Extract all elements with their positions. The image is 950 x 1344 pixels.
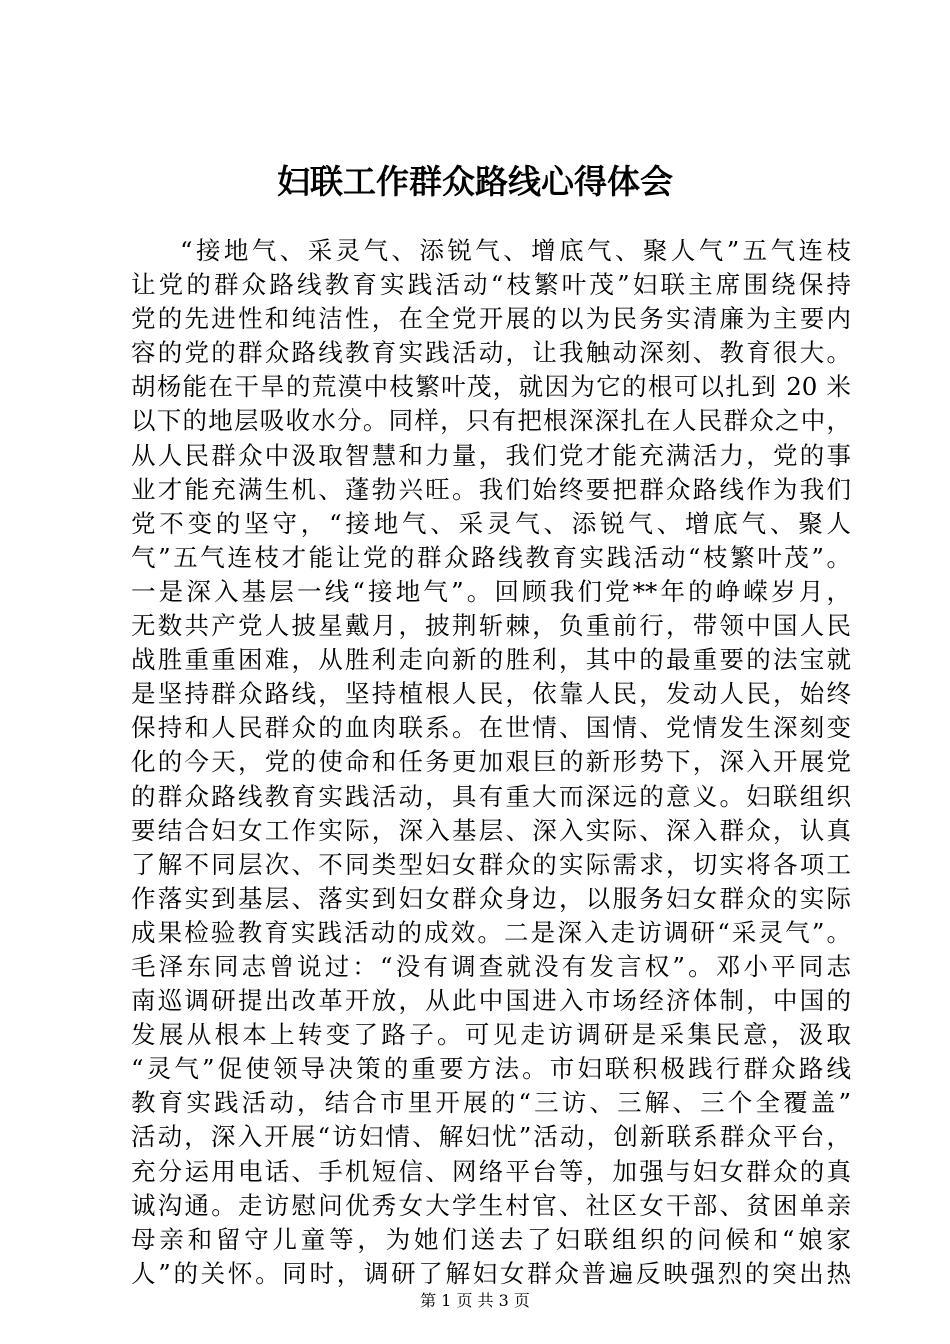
- body-line: 气”五气连枝才能让党的群众路线教育实践活动“枝繁叶茂”。: [131, 542, 851, 572]
- body-line: 业才能充满生机、蓬勃兴旺。我们始终要把群众路线作为我们: [131, 474, 851, 504]
- body-line: 充分运用电话、手机短信、网络平台等，加强与妇女群众的真: [131, 1156, 851, 1186]
- body-line: 了解不同层次、不同类型妇女群众的实际需求，切实将各项工: [131, 849, 851, 879]
- body-line: 发展从根本上转变了路子。可见走访调研是采集民意，汲取: [131, 1020, 851, 1050]
- body-line: 南巡调研提出改革开放，从此中国进入市场经济体制，中国的: [131, 986, 851, 1016]
- body-line: 党的先进性和纯洁性，在全党开展的以为民务实清廉为主要内: [131, 304, 851, 334]
- body-line: 让党的群众路线教育实践活动“枝繁叶茂”妇联主席围绕保持: [131, 270, 851, 300]
- body-line: 化的今天，党的使命和任务更加艰巨的新形势下，深入开展党: [131, 747, 851, 777]
- body-line: 容的党的群众路线教育实践活动，让我触动深刻、教育很大。: [131, 338, 851, 368]
- document-title: 妇联工作群众路线心得体会: [277, 162, 673, 201]
- body-line: 作落实到基层、落实到妇女群众身边，以服务妇女群众的实际: [131, 883, 851, 913]
- body-line: 战胜重重困难，从胜利走向新的胜利，其中的最重要的法宝就: [131, 645, 851, 675]
- body-line: 胡杨能在干旱的荒漠中枝繁叶茂，就因为它的根可以扎到 20 米: [131, 372, 851, 402]
- body-line: 党不变的坚守，“接地气、采灵气、添锐气、增底气、聚人: [131, 508, 851, 538]
- body-line: 毛泽东同志曾说过：“没有调查就没有发言权”。邓小平同志: [131, 951, 851, 981]
- body-line: 的群众路线教育实践活动，具有重大而深远的意义。妇联组织: [131, 781, 851, 811]
- body-line: 成果检验教育实践活动的成效。二是深入走访调研“采灵气”。: [131, 917, 851, 947]
- body-line: 要结合妇女工作实际，深入基层、深入实际、深入群众，认真: [131, 815, 851, 845]
- body-line: 无数共产党人披星戴月，披荆斩棘，负重前行，带领中国人民: [131, 611, 851, 641]
- body-line: 从人民群众中汲取智慧和力量，我们党才能充满活力，党的事: [131, 440, 851, 470]
- body-line: “接地气、采灵气、添锐气、增底气、聚人气”五气连枝: [180, 236, 851, 265]
- page-number-footer: 第 1 页 共 3 页: [420, 1291, 530, 1310]
- body-line: 母亲和留守儿童等，为她们送去了妇联组织的问候和“娘家: [131, 1224, 851, 1254]
- body-line: 一是深入基层一线“接地气”。回顾我们党**年的峥嵘岁月，: [131, 576, 851, 606]
- body-line: 保持和人民群众的血肉联系。在世情、国情、党情发生深刻变: [131, 713, 851, 743]
- body-line: 活动，深入开展“访妇情、解妇忧”活动，创新联系群众平台，: [131, 1122, 851, 1152]
- body-line: 是坚持群众路线，坚持植根人民，依靠人民，发动人民，始终: [131, 679, 851, 709]
- body-line: 以下的地层吸收水分。同样，只有把根深深扎在人民群众之中，: [131, 406, 851, 436]
- document-body: [131, 234, 851, 1291]
- body-line: 人”的关怀。同时，调研了解妇女群众普遍反映强烈的突出热: [131, 1258, 851, 1288]
- body-line: 教育实践活动，结合市里开展的“三访、三解、三个全覆盖”: [131, 1088, 851, 1118]
- body-line: “灵气”促使领导决策的重要方法。市妇联积极践行群众路线: [131, 1054, 851, 1084]
- body-line: 诚沟通。走访慰问优秀女大学生村官、社区女干部、贫困单亲: [131, 1190, 851, 1220]
